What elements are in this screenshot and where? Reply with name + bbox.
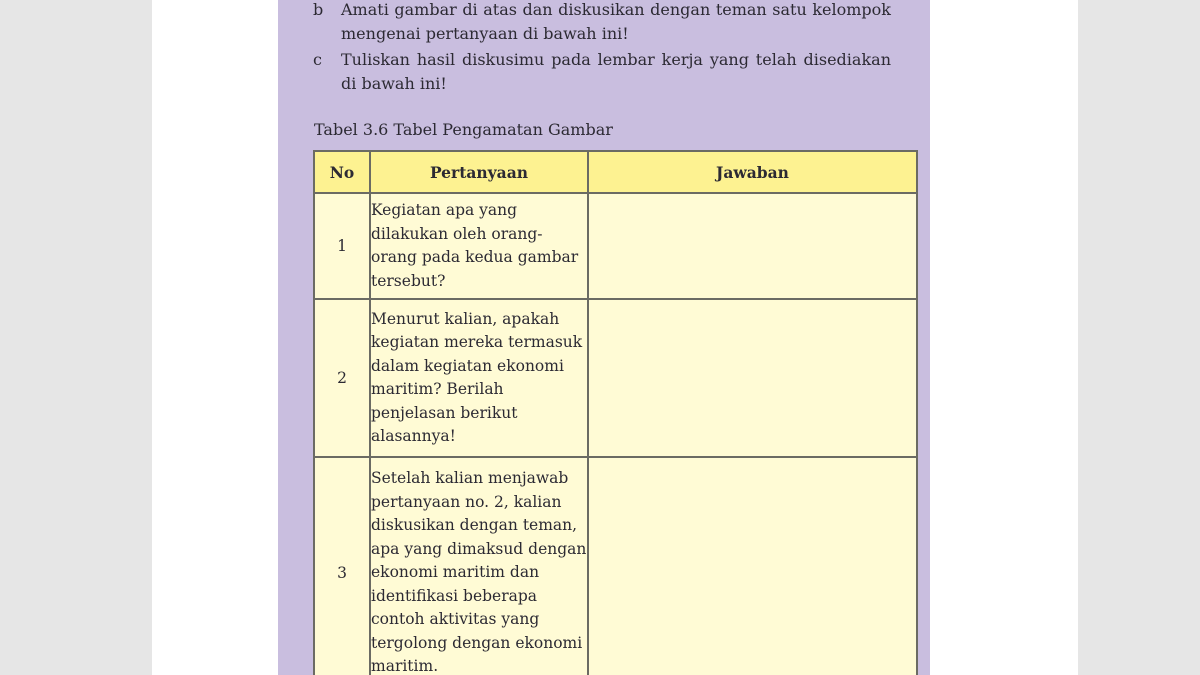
header-no: No bbox=[314, 151, 370, 193]
header-answer: Jawaban bbox=[588, 151, 917, 193]
row-question: Kegiatan apa yang dilakukan oleh orang-orang pada kedua gambar tersebut? bbox=[370, 193, 588, 299]
instruction-text: Tuliskan hasil diskusimu pada lembar kerja yang telah disediakan di bawah ini! bbox=[341, 50, 891, 93]
instruction-letter: b bbox=[313, 0, 324, 19]
table-row bbox=[314, 299, 917, 457]
instruction-text: Amati gambar di atas dan diskusikan dengan teman satu kelompok mengenai pertanyaan di bawah ini! bbox=[341, 0, 891, 43]
row-answer-cell[interactable] bbox=[588, 193, 917, 299]
table-caption: Tabel 3.6 Tabel Pengamatan Gambar bbox=[314, 120, 613, 139]
row-question: Setelah kalian menjawab pertanyaan no. 2, kalian diskusikan dengan teman, apa yang dimaksud dengan ekonomi maritim dan identifikasi beberapa contoh aktivitas yang tergolong dengan ekonomi maritim. bbox=[370, 457, 588, 675]
row-answer-cell[interactable] bbox=[588, 299, 917, 457]
worksheet-panel bbox=[278, 0, 930, 675]
instruction-c bbox=[313, 48, 891, 96]
row-number: 2 bbox=[314, 299, 370, 457]
row-answer-cell[interactable] bbox=[588, 457, 917, 675]
row-number: 1 bbox=[314, 193, 370, 299]
table-row bbox=[314, 193, 917, 299]
observation-table bbox=[313, 150, 918, 675]
table-header-row bbox=[314, 151, 917, 193]
row-number: 3 bbox=[314, 457, 370, 675]
instruction-letter: c bbox=[313, 50, 322, 69]
header-question: Pertanyaan bbox=[370, 151, 588, 193]
instruction-b bbox=[313, 0, 891, 46]
row-question: Menurut kalian, apakah kegiatan mereka termasuk dalam kegiatan ekonomi maritim? Berilah penjelasan berikut alasannya! bbox=[370, 299, 588, 457]
table-row bbox=[314, 457, 917, 675]
